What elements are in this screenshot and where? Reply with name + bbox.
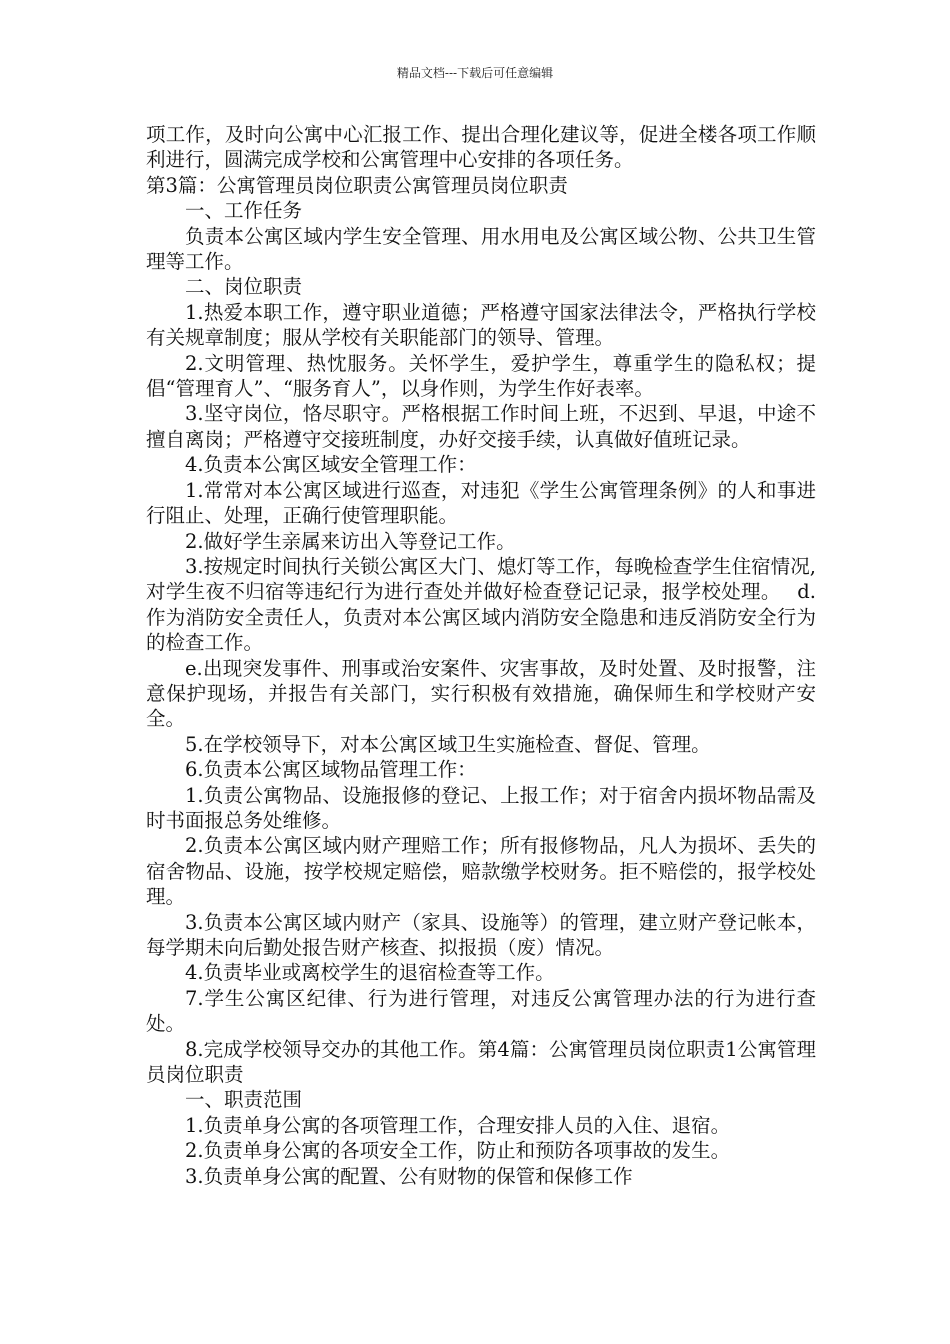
paragraph: 4.负责本公寓区域安全管理工作： xyxy=(185,453,477,477)
paragraph: 6.负责本公寓区域物品管理工作： xyxy=(185,758,477,782)
paragraph: 2.做好学生亲属来访出入等登记工作。 xyxy=(185,529,516,553)
paragraph: 2.负责本公寓区域内财产理赔工作；所有报修物品，凡人为损坏、丢失的宿舍物品、设施，按学校规定赔偿，赔款缴学校财务。拒不赔偿的，报学校处理。 xyxy=(146,834,816,909)
document-body xyxy=(146,122,816,1189)
paragraph: 1.热爱本职工作，遵守职业道德；严格遵守国家法律法令，严格执行学校有关规章制度；服从学校有关职能部门的领导、管理。 xyxy=(146,300,816,350)
paragraph: 一、工作任务 xyxy=(185,199,303,223)
paragraph: 1.负责单身公寓的各项管理工作，合理安排人员的入住、退宿。 xyxy=(185,1113,731,1137)
paragraph: 3.负责单身公寓的配置、公有财物的保管和保修工作 xyxy=(185,1164,633,1188)
paragraph: 7.学生公寓区纪律、行为进行管理，对违反公寓管理办法的行为进行查处。 xyxy=(146,986,816,1036)
paragraph: 3.按规定时间执行关锁公寓区大门、熄灯等工作，每晚检查学生住宿情况,对学生夜不归宿等违纪行为进行查处并做好检查登记记录，报学校处理。 d.作为消防安全责任人，负责对本公寓区域内消防安全隐患和违反消防安全行为的检查工作。 xyxy=(146,554,816,655)
paragraph: 3.负责本公寓区域内财产（家具、设施等）的管理，建立财产登记帐本，每学期未向后勤处报告财产核查、拟报损（废）情况。 xyxy=(146,910,816,959)
paragraph: 8.完成学校领导交办的其他工作。第4篇：公寓管理员岗位职责1公寓管理员岗位职责 xyxy=(146,1037,816,1087)
paragraph: 一、职责范围 xyxy=(185,1088,303,1112)
paragraph: 1.常常对本公寓区域进行巡查，对违犯《学生公寓管理条例》的人和事进行阻止、处理，正确行使管理职能。 xyxy=(146,478,816,528)
paragraph: 3.坚守岗位，恪尽职守。严格根据工作时间上班，不迟到、早退，中途不擅自离岗；严格遵守交接班制度，办好交接手续，认真做好值班记录。 xyxy=(146,402,816,451)
paragraph: e.出现突发事件、刑事或治安案件、灾害事故，及时处置、及时报警，注意保护现场，并报告有关部门，实行积极有效措施，确保师生和学校财产安全。 xyxy=(146,656,816,731)
paragraph: 负责本公寓区域内学生安全管理、用水用电及公寓区域公物、公共卫生管理等工作。 xyxy=(146,224,816,274)
paragraph: 二、岗位职责 xyxy=(185,275,303,299)
paragraph: 项工作，及时向公寓中心汇报工作、提出合理化建议等，促进全楼各项工作顺利进行，圆满完成学校和公寓管理中心安排的各项任务。 xyxy=(146,123,816,172)
paragraph: 5.在学校领导下，对本公寓区域卫生实施检查、督促、管理。 xyxy=(185,732,711,756)
paragraph: 2.负责单身公寓的各项安全工作，防止和预防各项事故的发生。 xyxy=(185,1139,731,1163)
page-header: 精品文档---下载后可任意编辑 xyxy=(396,66,554,80)
paragraph: 1.负责公寓物品、设施报修的登记、上报工作；对于宿舍内损坏物品需及时书面报总务处维修。 xyxy=(146,783,816,832)
paragraph: 第3篇：公寓管理员岗位职责公寓管理员岗位职责 xyxy=(146,173,568,197)
paragraph: 4.负责毕业或离校学生的退宿检查等工作。 xyxy=(185,961,555,985)
paragraph: 2.文明管理、热忱服务。关怀学生，爱护学生，尊重学生的隐私权；提倡“管理育人”、“服务育人”，以身作则，为学生作好表率。 xyxy=(146,351,816,401)
